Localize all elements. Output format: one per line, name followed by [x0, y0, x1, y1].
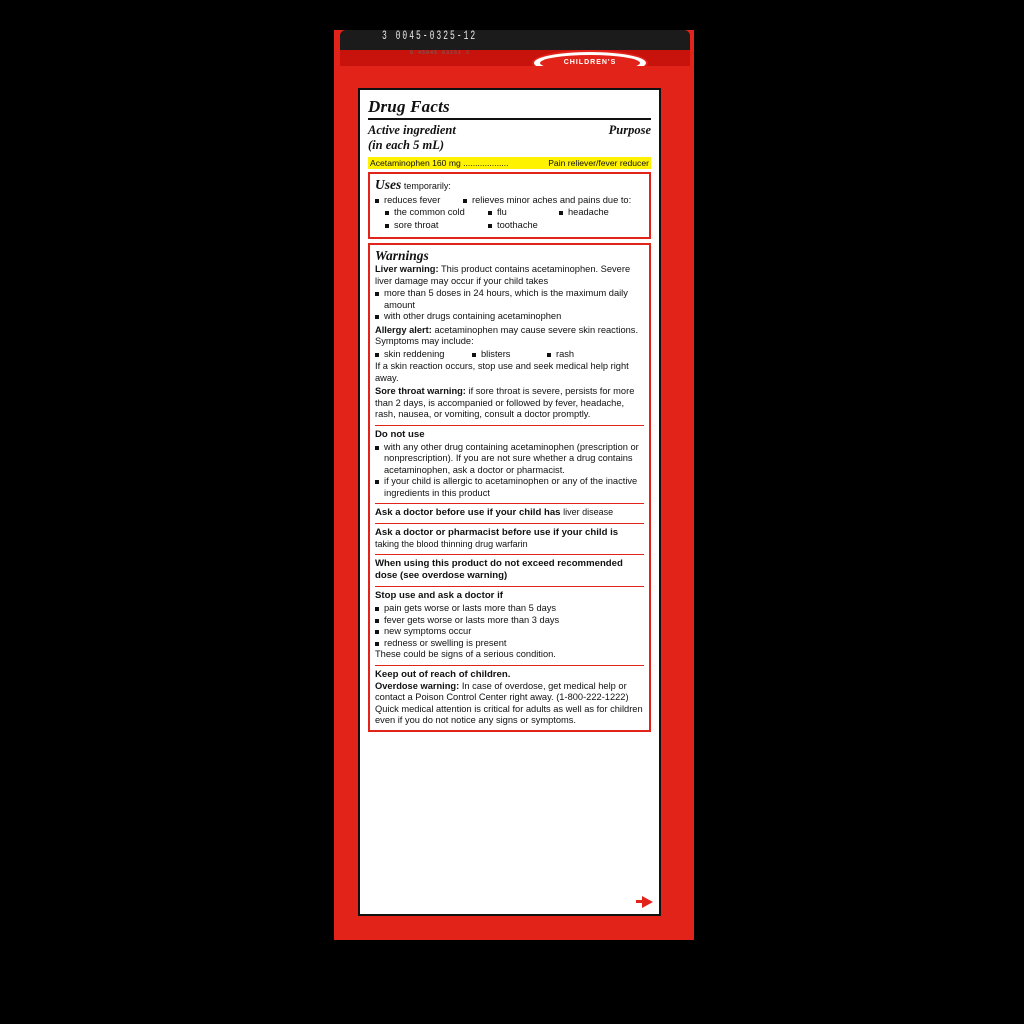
brand-badge: [532, 50, 648, 66]
list-item: if your child is allergic to acetaminophen or any of the inactive ingredients in this product: [375, 476, 644, 499]
continuation-arrow-icon: [642, 896, 653, 908]
active-ingredient-line2: (in each 5 mL): [368, 138, 445, 153]
list-item: rash: [547, 349, 574, 361]
keep-out-of-reach-section: [375, 669, 644, 727]
list-item: flu: [488, 207, 549, 219]
list-item: relieves minor aches and pains due to:: [463, 195, 644, 207]
product-carton: [334, 30, 694, 940]
page-title: Drug Facts: [368, 97, 450, 116]
drug-facts-content: [360, 90, 659, 914]
barcode-number: 3 0045-0325-12: [382, 30, 478, 44]
title-divider: [368, 118, 651, 120]
list-item: more than 5 doses in 24 hours, which is the maximum daily amount: [375, 288, 644, 311]
do-not-use-section: [375, 429, 644, 499]
uses-section: [368, 172, 651, 238]
list-item: blisters: [472, 349, 537, 361]
ask-doctor-pharmacist-heading: Ask a doctor or pharmacist before use if your child is: [375, 527, 619, 539]
list-item: the common cold: [385, 207, 478, 219]
list-item: toothache: [488, 220, 538, 232]
allergy-alert: [375, 325, 644, 385]
do-not-use-heading: Do not use: [375, 428, 425, 440]
stop-use-heading: Stop use and ask a doctor if: [375, 590, 503, 602]
list-item: with other drugs containing acetaminophen: [375, 311, 644, 323]
list-item: new symptoms occur: [375, 626, 644, 638]
ingredient-purpose: Pain reliever/fever reducer: [548, 157, 649, 168]
warnings-section: [368, 243, 651, 732]
warnings-heading: Warnings: [375, 247, 429, 263]
when-using-section: [375, 558, 644, 582]
list-item: headache: [559, 207, 609, 219]
overdose-warning-text: In case of overdose, get medical help or contact a Poison Control Center right away. (1-800-222-1222) Quick medical attention is critical for adults as well as for children even if you do not notice any signs or symptoms.: [375, 680, 643, 726]
active-ingredient-line1: Active ingredient: [368, 123, 456, 138]
overdose-warning: [375, 681, 644, 727]
ask-doctor-pharmacist-note: taking the blood thinning drug warfarin: [375, 539, 528, 550]
divider: [375, 554, 644, 555]
purpose-label: Purpose: [608, 123, 651, 138]
uses-main-items: [375, 194, 644, 207]
carton-top-panel: [340, 30, 690, 66]
active-ingredient-label: [368, 123, 456, 154]
liver-warning-label: Liver warning:: [375, 264, 439, 275]
divider: [375, 425, 644, 426]
divider: [375, 586, 644, 587]
allergy-symptom-list: [375, 349, 644, 362]
active-ingredient-header: [368, 123, 651, 154]
uses-heading-note: temporarily:: [403, 181, 451, 192]
list-item: sore throat: [385, 220, 478, 232]
carton-top-dark-strip: [340, 30, 690, 50]
sore-throat-warning-label: Sore throat warning:: [375, 386, 466, 397]
uses-sub-items: [385, 207, 644, 232]
allergy-alert-label: Allergy alert:: [375, 324, 432, 335]
uses-heading-row: [375, 177, 644, 194]
stop-use-closing: These could be signs of a serious condition.: [375, 649, 556, 660]
sore-throat-warning: [375, 386, 644, 421]
keep-out-heading: Keep out of reach of children.: [375, 668, 511, 680]
list-item: pain gets worse or lasts more than 5 days: [375, 603, 644, 615]
ingredient-name: Acetaminophen 160 mg ...................: [370, 157, 509, 168]
divider: [375, 503, 644, 504]
divider: [375, 665, 644, 666]
sore-throat-warning-text: if sore throat is severe, persists for more than 2 days, is accompanied or followed by fever, headache, rash, nausea, or vomiting, consult a doctor promptly.: [375, 386, 635, 420]
list-item: skin reddening: [375, 349, 462, 361]
list-item: fever gets worse or lasts more than 3 days: [375, 615, 644, 627]
overdose-warning-label: Overdose warning:: [375, 680, 460, 691]
brand-badge-label: CHILDREN'S: [540, 55, 640, 66]
list-item: reduces fever: [375, 195, 459, 207]
ask-doctor-heading: Ask a doctor before use if your child has: [375, 507, 561, 519]
liver-warning: [375, 264, 644, 323]
ask-doctor-section: [375, 507, 644, 519]
active-ingredient-row: [368, 157, 651, 170]
uses-heading: Uses: [375, 177, 402, 193]
barcode-caption: 0 45045 03251 2: [410, 50, 471, 56]
when-using-heading: When using this product do not exceed recommended dose (see overdose warning): [375, 558, 623, 582]
divider: [375, 523, 644, 524]
allergy-alert-closing: If a skin reaction occurs, stop use and seek medical help right away.: [375, 361, 629, 383]
list-item: with any other drug containing acetaminophen (prescription or nonprescription). If you are not sure whether a drug contains acetaminophen, ask a doctor or pharmacist.: [375, 442, 644, 477]
liver-warning-text: This product contains acetaminophen. Severe liver damage may occur if your child takes: [375, 264, 631, 286]
stop-use-section: [375, 590, 644, 660]
ask-doctor-note: liver disease: [563, 507, 614, 518]
ask-doctor-pharmacist-section: [375, 527, 644, 550]
allergy-alert-text: acetaminophen may cause severe skin reactions. Symptoms may include:: [375, 324, 639, 347]
drug-facts-panel: [358, 88, 661, 916]
list-item: redness or swelling is present: [375, 638, 644, 650]
